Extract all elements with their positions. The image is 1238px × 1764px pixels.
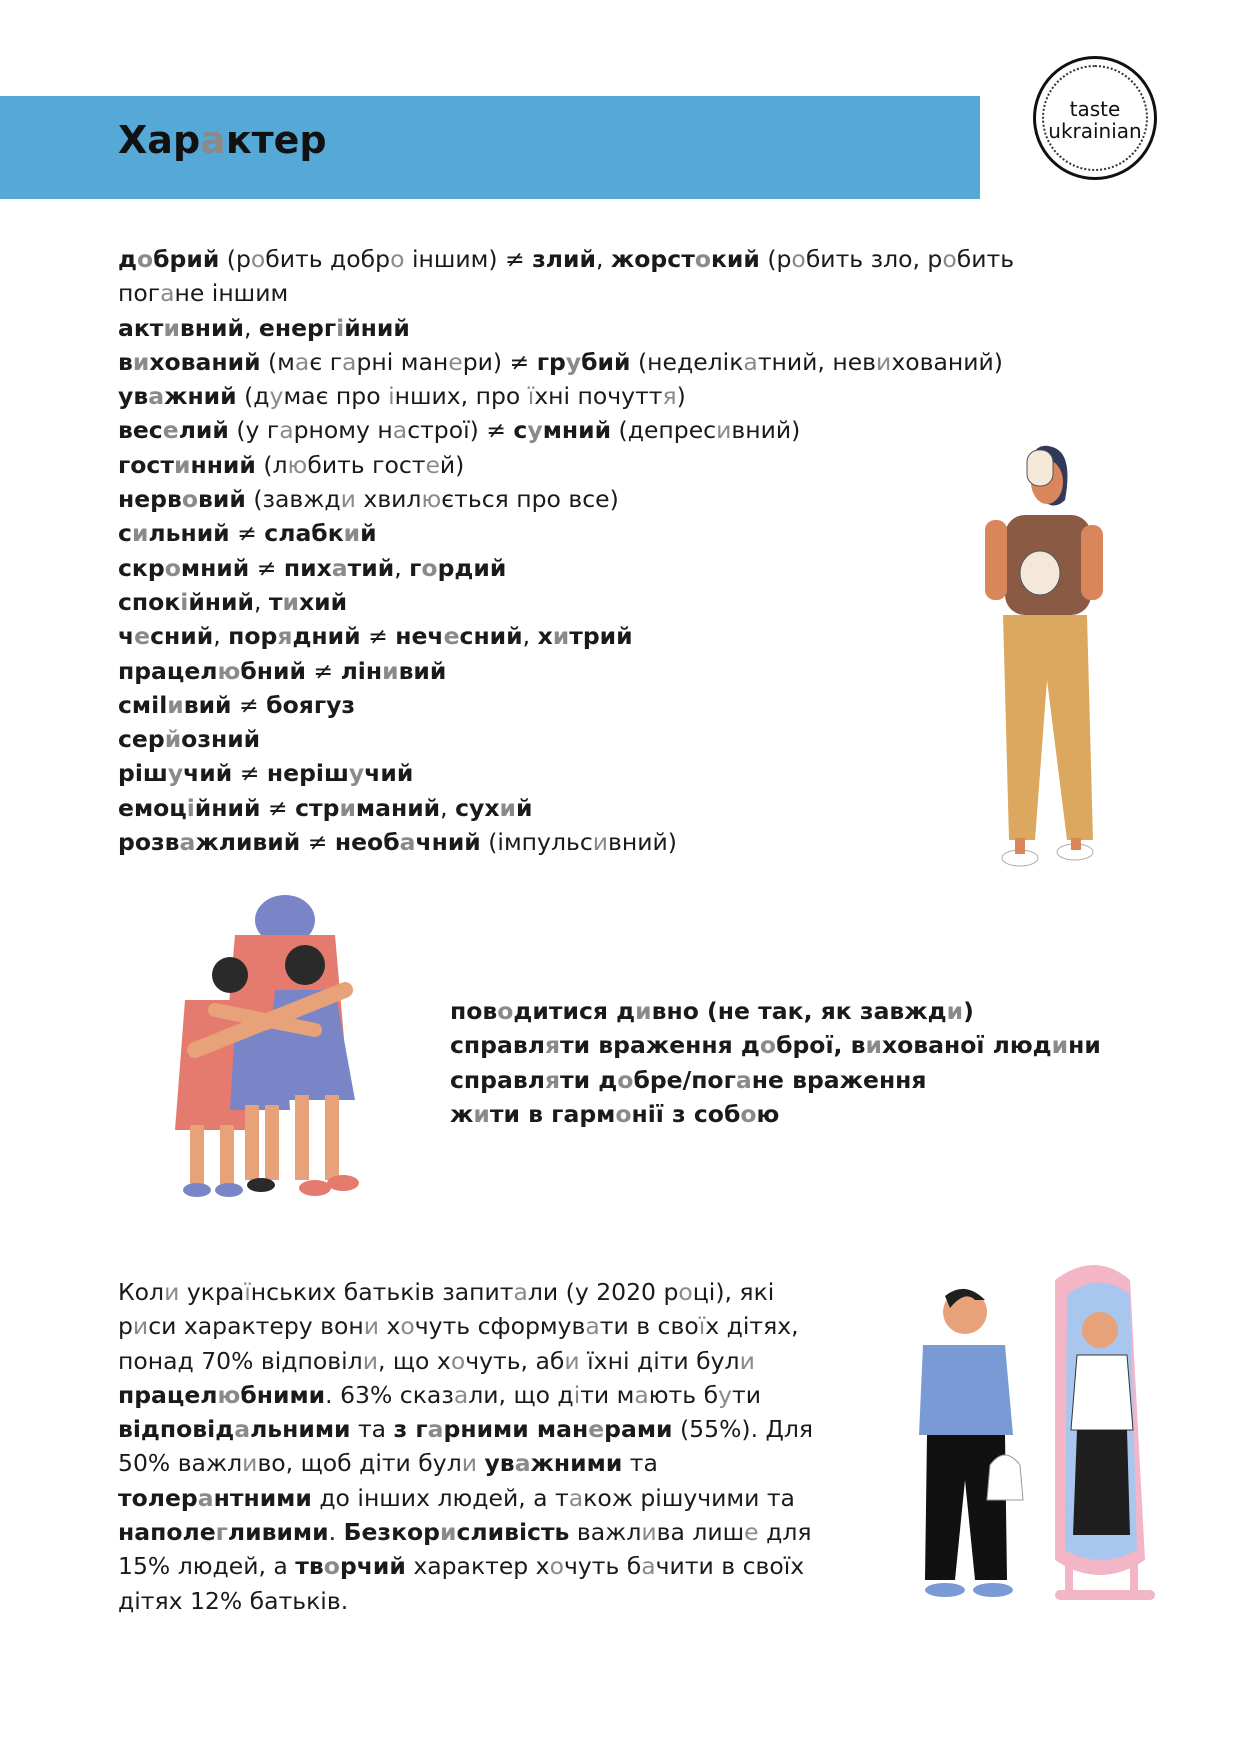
page-title: Характер (118, 118, 327, 162)
phrase-line: поводитися дивно (не так, як завжди) (450, 997, 974, 1025)
vocab-line: гостинний (любить гостей) (118, 450, 465, 479)
vocab-line: спокійний, тихий (118, 587, 348, 616)
vocab-line: скромний ≠ пихатий, гордий (118, 553, 507, 582)
logo-text-ukrainian: ukrainian (1048, 119, 1142, 143)
girl-mirror-illustration (905, 1260, 1185, 1620)
phrase-line: жити в гармонії з собою (450, 1099, 780, 1128)
vocabulary-list (118, 242, 1018, 859)
vocab-line: нервовий (завжди хвилюється про все) (118, 485, 619, 514)
vocab-line: веселий (у гарному настрої) ≠ сумний (депресивний) (118, 416, 801, 445)
vocab-line: активний, енергійний (118, 313, 410, 342)
vocab-line: розважливий ≠ необачний (імпульсивний) (118, 828, 677, 857)
survey-paragraph: Коли українських батьків запитали (у 2020 році), які риси характеру вони хочуть сформувати в своїх дітях, понад 70% відповіли, що хочуть, аби їхні діти були працелюбними. 63% сказали, що діти мають бути відповідальними та з гарними манерами (55%). Для 50% важливо, щоб діти були уважними та толерантними до інших людей, а також рішучими та наполегливими. Безкорисливість важлива лише для 15% людей, а творчий характер хочуть бачити в своїх дітях 12% батьків. (118, 1278, 814, 1615)
vocab-line: сильний ≠ слабкий (118, 519, 377, 548)
title-banner (0, 96, 980, 199)
vocab-line: працелюбний ≠ лінивий (118, 656, 447, 685)
family-hug-illustration (165, 880, 375, 1210)
phrase-line: справляти враження доброї, вихованої людини (450, 1031, 1101, 1060)
vocab-line: вихований (має гарні манери) ≠ грубий (неделікатний, невихований) (118, 347, 1003, 376)
logo-text-taste: taste (1069, 97, 1121, 121)
taste-ukrainian-logo (1033, 56, 1157, 180)
vocab-line: чесний, порядний ≠ нечесний, хитрий (118, 622, 633, 651)
vocab-line: смilивий ≠ боягуз (118, 690, 356, 719)
vocab-line: емоційний ≠ стриманий, сухий (118, 793, 533, 822)
vocab-line: уважний (думає про інших, про їхні почуття) (118, 382, 686, 411)
phrases-list (450, 994, 1101, 1131)
vocab-line: добрий (робить добро іншим) ≠ злий, жорстокий (робить зло, робить погане іншим (118, 245, 1015, 308)
phrase-line: справляти добре/погане враження (450, 1065, 927, 1094)
vocab-line: рішучий ≠ нерiшучий (118, 759, 414, 788)
vocab-line: серйозний (118, 725, 261, 754)
woman-with-mask-illustration (975, 440, 1115, 880)
